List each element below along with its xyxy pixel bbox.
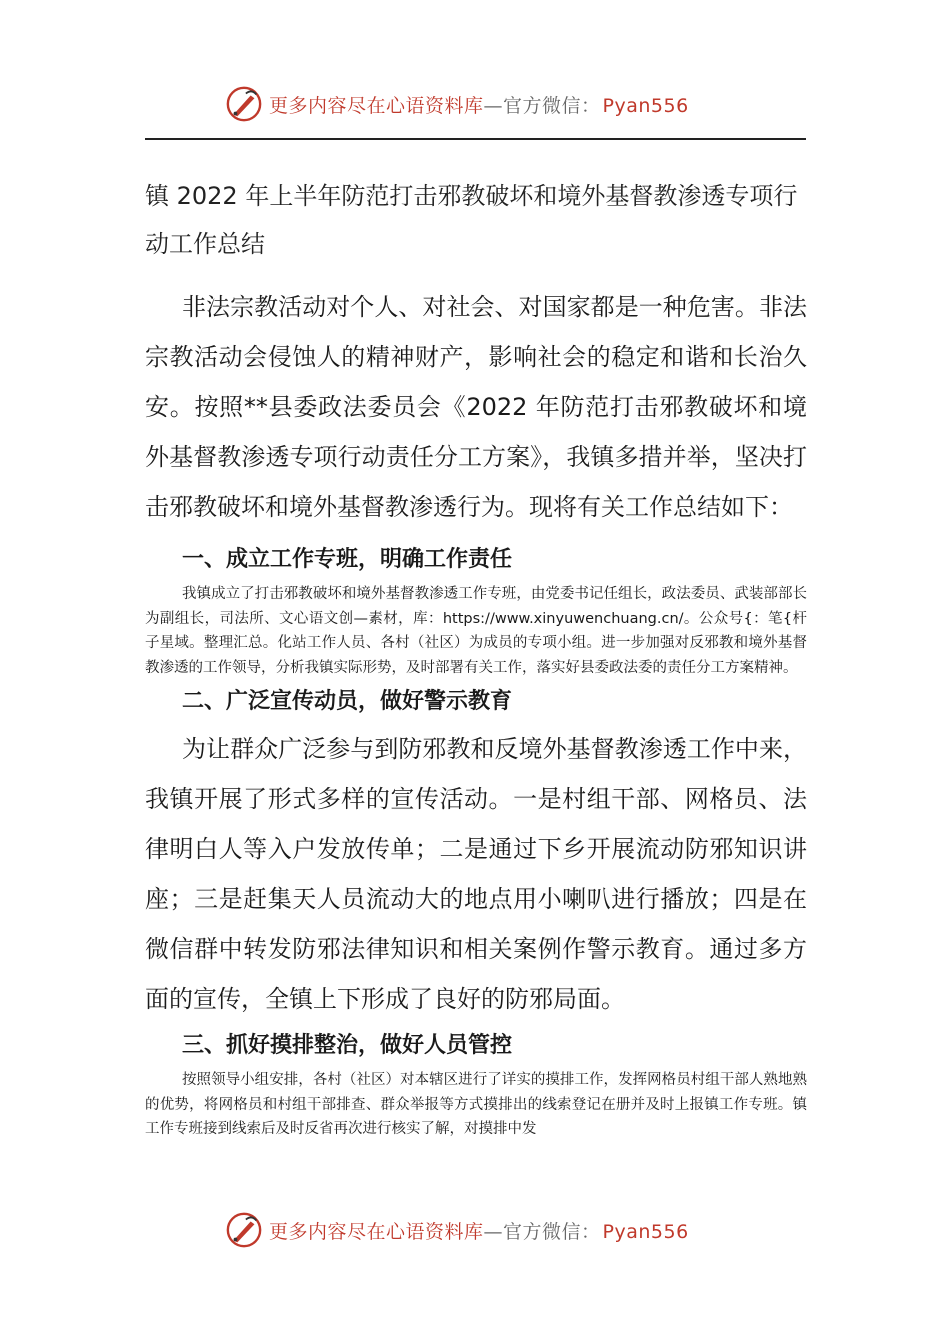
document-title: 镇 2022 年上半年防范打击邪教破坏和境外基督教渗透专项行动工作总结 (145, 182, 798, 258)
header-banner (225, 82, 745, 126)
section-paragraph: 为让群众广泛参与到防邪教和反境外基督教渗透工作中来，我镇开展了形式多样的宣传活动。一是村组干部、网格员、法律明白人等入户发放传单；二是通过下乡开展流动防邪知识讲座；三是赶集天人员流动大的地点用小喇叭进行播放；四是在微信群中转发防邪法律知识和相关案例作警示教育。通过多方面的宣传，全镇上下形成了良好的防邪局面。 (145, 735, 807, 1013)
section-paragraph: 按照领导小组安排，各村（社区）对本辖区进行了详实的摸排工作，发挥网格员村组干部人熟地熟的优势，将网格员和村组干部排查、群众举报等方式摸排出的线索登记在册并及时上报镇工作专班。镇工作专班接到线索后及时反省再次进行核实了解，对摸排中发 (145, 1072, 807, 1137)
banner-main-text: 更多内容尽在心语资料库 (269, 1220, 484, 1243)
intro-paragraph: 非法宗教活动对个人、对社会、对国家都是一种危害。非法宗教活动会侵蚀人的精神财产，影响社会的稳定和谐和长治久安。按照**县委政法委员会《2022 年防范打击邪教破坏和境外基督教渗透专项行动责任分工方案》，我镇多措并举，坚决打击邪教破坏和境外基督教渗透行为。现将有关工作总结如下： (145, 293, 807, 521)
pen-logo-icon (225, 1211, 263, 1249)
banner-wechat-id: Pyan556 (602, 94, 689, 117)
banner-sub-text: —官方微信： (483, 94, 601, 117)
section-paragraph: 我镇成立了打击邪教破坏和境外基督教渗透工作专班，由党委书记任组长，政法委员、武装部部长为副组长，司法所、文心语文创—素材，库：https://www.xinyuwenchuang.cn/。公众号{：笔{杆子星域。整理汇总。化站工作人员、各村（社区）为成员的专项小组。进一步加强对反邪教和境外基督教渗透的工作领导，分析我镇实际形势，及时部署有关工作，落实好县委政法委的责任分工方案精神。 (145, 586, 807, 676)
footer-banner (225, 1208, 745, 1252)
banner-sub-text: —官方微信： (483, 1220, 601, 1243)
section-heading: 一、成立工作专班，明确工作责任 (182, 547, 513, 572)
banner-wechat-id: Pyan556 (602, 1220, 689, 1243)
document-body (145, 172, 807, 1142)
banner-main-text: 更多内容尽在心语资料库 (269, 94, 484, 117)
header-divider (145, 138, 806, 140)
section-heading: 三、抓好摸排整治，做好人员管控 (182, 1033, 513, 1058)
pen-logo-icon (225, 85, 263, 123)
section-heading: 二、广泛宣传动员，做好警示教育 (182, 689, 513, 714)
